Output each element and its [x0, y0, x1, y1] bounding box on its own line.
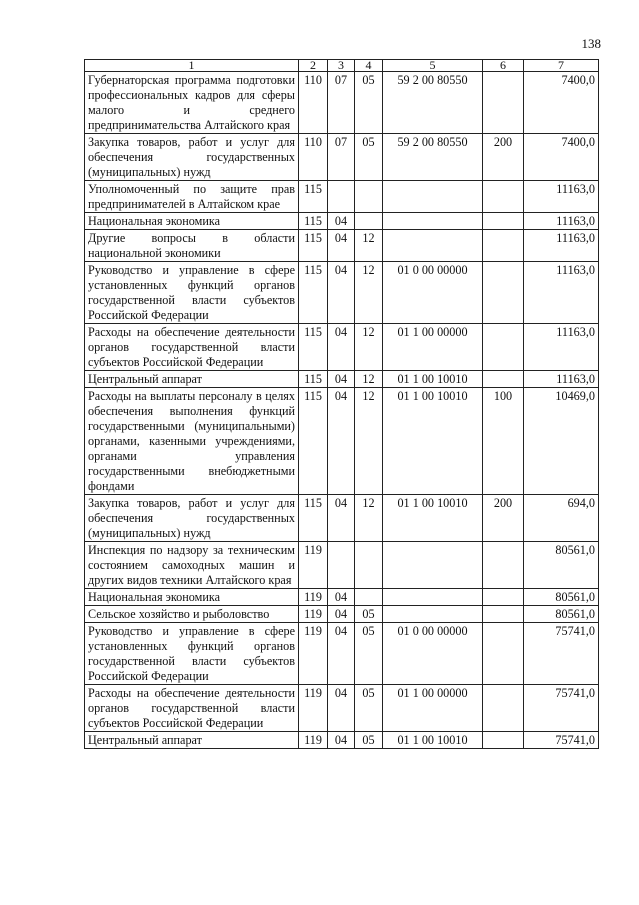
- table-row: [85, 542, 599, 589]
- column-header: 3: [328, 60, 355, 72]
- item-name-cell: Закупка товаров, работ и услуг для обеспечения государственных (муниципальных) нужд: [85, 134, 299, 181]
- subsection-code-cell: [355, 589, 383, 606]
- expense-type-cell: [483, 542, 524, 589]
- target-article-cell: 01 1 00 10010: [383, 371, 483, 388]
- expense-type-cell: [483, 371, 524, 388]
- expense-type-cell: [483, 589, 524, 606]
- admin-code-cell: 119: [299, 685, 328, 732]
- subsection-code-cell: 05: [355, 732, 383, 749]
- target-article-cell: 01 0 00 00000: [383, 623, 483, 685]
- table-row: [85, 732, 599, 749]
- admin-code-cell: 115: [299, 388, 328, 495]
- admin-code-cell: 110: [299, 134, 328, 181]
- expense-type-cell: [483, 213, 524, 230]
- admin-code-cell: 115: [299, 262, 328, 324]
- admin-code-cell: 115: [299, 213, 328, 230]
- item-name-cell: Уполномоченный по защите прав предпринимателей в Алтайском крае: [85, 181, 299, 213]
- section-code-cell: 04: [328, 213, 355, 230]
- item-name-cell: Губернаторская программа подготовки профессиональных кадров для сферы малого и среднего предпринимательства Алтайского края: [85, 72, 299, 134]
- expense-type-cell: 200: [483, 134, 524, 181]
- section-code-cell: 04: [328, 371, 355, 388]
- target-article-cell: [383, 589, 483, 606]
- item-name-cell: Национальная экономика: [85, 213, 299, 230]
- target-article-cell: 59 2 00 80550: [383, 134, 483, 181]
- section-code-cell: 04: [328, 606, 355, 623]
- column-header: 5: [383, 60, 483, 72]
- admin-code-cell: 115: [299, 371, 328, 388]
- admin-code-cell: 119: [299, 732, 328, 749]
- item-name-cell: Расходы на обеспечение деятельности органов государственной власти субъектов Российской Федерации: [85, 324, 299, 371]
- amount-cell: 10469,0: [524, 388, 599, 495]
- table-row: [85, 213, 599, 230]
- target-article-cell: 01 1 00 10010: [383, 495, 483, 542]
- subsection-code-cell: [355, 181, 383, 213]
- amount-cell: 11163,0: [524, 262, 599, 324]
- section-code-cell: [328, 181, 355, 213]
- table-row: [85, 685, 599, 732]
- target-article-cell: 01 1 00 10010: [383, 388, 483, 495]
- subsection-code-cell: [355, 213, 383, 230]
- item-name-cell: Национальная экономика: [85, 589, 299, 606]
- subsection-code-cell: 12: [355, 262, 383, 324]
- section-code-cell: 04: [328, 388, 355, 495]
- section-code-cell: 04: [328, 623, 355, 685]
- admin-code-cell: 115: [299, 495, 328, 542]
- budget-table: [84, 59, 599, 749]
- item-name-cell: Другие вопросы в области национальной экономики: [85, 230, 299, 262]
- subsection-code-cell: 12: [355, 324, 383, 371]
- target-article-cell: 01 0 00 00000: [383, 262, 483, 324]
- item-name-cell: Расходы на обеспечение деятельности органов государственной власти субъектов Российской Федерации: [85, 685, 299, 732]
- subsection-code-cell: 12: [355, 495, 383, 542]
- target-article-cell: [383, 181, 483, 213]
- amount-cell: 11163,0: [524, 213, 599, 230]
- amount-cell: 80561,0: [524, 606, 599, 623]
- amount-cell: 11163,0: [524, 181, 599, 213]
- amount-cell: 11163,0: [524, 371, 599, 388]
- subsection-code-cell: 05: [355, 685, 383, 732]
- section-code-cell: [328, 542, 355, 589]
- expense-type-cell: [483, 732, 524, 749]
- expense-type-cell: [483, 623, 524, 685]
- column-header: 7: [524, 60, 599, 72]
- target-article-cell: [383, 542, 483, 589]
- section-code-cell: 04: [328, 324, 355, 371]
- expense-type-cell: 100: [483, 388, 524, 495]
- subsection-code-cell: 05: [355, 134, 383, 181]
- table-row: [85, 589, 599, 606]
- admin-code-cell: 115: [299, 324, 328, 371]
- table-row: [85, 230, 599, 262]
- expense-type-cell: [483, 181, 524, 213]
- amount-cell: 75741,0: [524, 623, 599, 685]
- expense-type-cell: [483, 72, 524, 134]
- amount-cell: 11163,0: [524, 230, 599, 262]
- amount-cell: 11163,0: [524, 324, 599, 371]
- item-name-cell: Сельское хозяйство и рыболовство: [85, 606, 299, 623]
- table-row: [85, 606, 599, 623]
- subsection-code-cell: 12: [355, 230, 383, 262]
- admin-code-cell: 110: [299, 72, 328, 134]
- expense-type-cell: 200: [483, 495, 524, 542]
- table-row: [85, 324, 599, 371]
- subsection-code-cell: [355, 542, 383, 589]
- amount-cell: 80561,0: [524, 589, 599, 606]
- table-row: [85, 134, 599, 181]
- section-code-cell: 07: [328, 134, 355, 181]
- table-row: [85, 495, 599, 542]
- section-code-cell: 04: [328, 262, 355, 324]
- item-name-cell: Центральный аппарат: [85, 732, 299, 749]
- section-code-cell: 04: [328, 495, 355, 542]
- table-row: [85, 181, 599, 213]
- target-article-cell: [383, 213, 483, 230]
- target-article-cell: 59 2 00 80550: [383, 72, 483, 134]
- table-row: [85, 371, 599, 388]
- table-header-row: [85, 60, 599, 72]
- item-name-cell: Руководство и управление в сфере установленных функций органов государственной власти субъектов Российской Федерации: [85, 623, 299, 685]
- table-row: [85, 262, 599, 324]
- item-name-cell: Инспекция по надзору за техническим состоянием самоходных машин и других видов техники Алтайского края: [85, 542, 299, 589]
- subsection-code-cell: 05: [355, 72, 383, 134]
- expense-type-cell: [483, 606, 524, 623]
- admin-code-cell: 119: [299, 589, 328, 606]
- admin-code-cell: 119: [299, 606, 328, 623]
- subsection-code-cell: 05: [355, 623, 383, 685]
- amount-cell: 75741,0: [524, 732, 599, 749]
- table-row: [85, 388, 599, 495]
- target-article-cell: 01 1 00 10010: [383, 732, 483, 749]
- column-header: 1: [85, 60, 299, 72]
- amount-cell: 80561,0: [524, 542, 599, 589]
- admin-code-cell: 115: [299, 181, 328, 213]
- table-row: [85, 72, 599, 134]
- section-code-cell: 04: [328, 230, 355, 262]
- section-code-cell: 04: [328, 732, 355, 749]
- amount-cell: 694,0: [524, 495, 599, 542]
- column-header: 4: [355, 60, 383, 72]
- item-name-cell: Закупка товаров, работ и услуг для обеспечения государственных (муниципальных) нужд: [85, 495, 299, 542]
- page-number: 138: [581, 36, 601, 51]
- subsection-code-cell: 12: [355, 371, 383, 388]
- admin-code-cell: 119: [299, 623, 328, 685]
- section-code-cell: 04: [328, 589, 355, 606]
- section-code-cell: 07: [328, 72, 355, 134]
- target-article-cell: 01 1 00 00000: [383, 324, 483, 371]
- amount-cell: 75741,0: [524, 685, 599, 732]
- subsection-code-cell: 12: [355, 388, 383, 495]
- subsection-code-cell: 05: [355, 606, 383, 623]
- section-code-cell: 04: [328, 685, 355, 732]
- target-article-cell: [383, 606, 483, 623]
- table-body: [85, 72, 599, 749]
- item-name-cell: Руководство и управление в сфере установленных функций органов государственной власти субъектов Российской Федерации: [85, 262, 299, 324]
- column-header: 2: [299, 60, 328, 72]
- item-name-cell: Расходы на выплаты персоналу в целях обеспечения выполнения функций государственными (муниципальными) органами, казенными учреждениями, органами управления государственными внебюджетными фондами: [85, 388, 299, 495]
- admin-code-cell: 115: [299, 230, 328, 262]
- expense-type-cell: [483, 324, 524, 371]
- table-row: [85, 623, 599, 685]
- column-header: 6: [483, 60, 524, 72]
- expense-type-cell: [483, 685, 524, 732]
- amount-cell: 7400,0: [524, 134, 599, 181]
- target-article-cell: [383, 230, 483, 262]
- amount-cell: 7400,0: [524, 72, 599, 134]
- expense-type-cell: [483, 262, 524, 324]
- target-article-cell: 01 1 00 00000: [383, 685, 483, 732]
- expense-type-cell: [483, 230, 524, 262]
- admin-code-cell: 119: [299, 542, 328, 589]
- item-name-cell: Центральный аппарат: [85, 371, 299, 388]
